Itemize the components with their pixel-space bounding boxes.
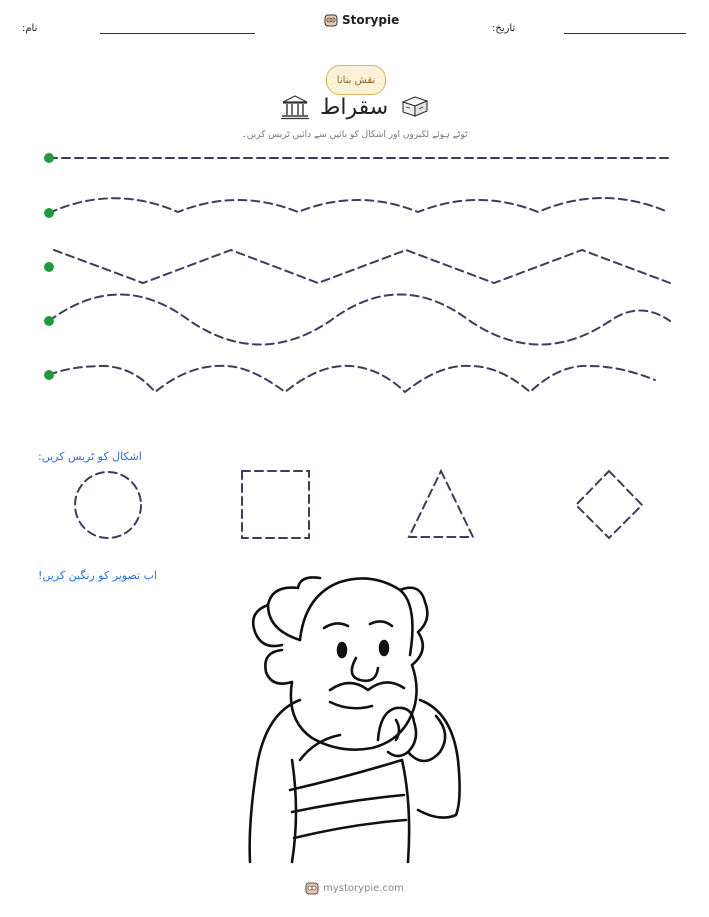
trace-line-wave-3 xyxy=(49,366,655,392)
start-dot-4 xyxy=(44,316,54,326)
name-label: نام: xyxy=(22,23,38,34)
trace-circle xyxy=(75,472,141,538)
instructions: ٹوٹے ہوئے لکیروں اور اشکال کو بائیں سے دائیں ٹریس کریں۔ xyxy=(241,130,468,140)
trace-line-zigzag xyxy=(54,250,670,283)
footer-url[interactable]: mystorypie.com xyxy=(323,882,404,894)
shapes-section-label: اشکال کو ٹریس کریں: xyxy=(38,450,142,463)
socrates-coloring-image xyxy=(250,577,460,862)
trace-diamond xyxy=(576,471,642,538)
trace-line-wave-2 xyxy=(49,295,670,345)
trace-triangle xyxy=(409,471,473,537)
start-dot-1 xyxy=(44,153,54,163)
stone-block-icon xyxy=(400,94,430,118)
coloring-section-label: اب تصویر کو رنگین کریں! xyxy=(38,569,158,582)
storypie-owl-icon xyxy=(305,881,319,895)
start-dot-3 xyxy=(44,262,54,272)
date-line[interactable] xyxy=(564,33,686,34)
brand-logo xyxy=(324,13,399,27)
brand-name: Storypie xyxy=(342,13,400,27)
date-label: تاریخ: xyxy=(492,23,516,34)
start-dot-2 xyxy=(44,208,54,218)
name-line[interactable] xyxy=(100,33,255,34)
temple-icon xyxy=(280,94,310,120)
activity-badge: نقش بنانا xyxy=(326,65,386,95)
page-title: سقراط xyxy=(320,95,389,120)
start-dot-5 xyxy=(44,370,54,380)
trace-square xyxy=(242,471,309,538)
footer xyxy=(0,881,709,895)
storypie-owl-icon xyxy=(324,13,338,27)
trace-line-wave-1 xyxy=(49,198,668,213)
